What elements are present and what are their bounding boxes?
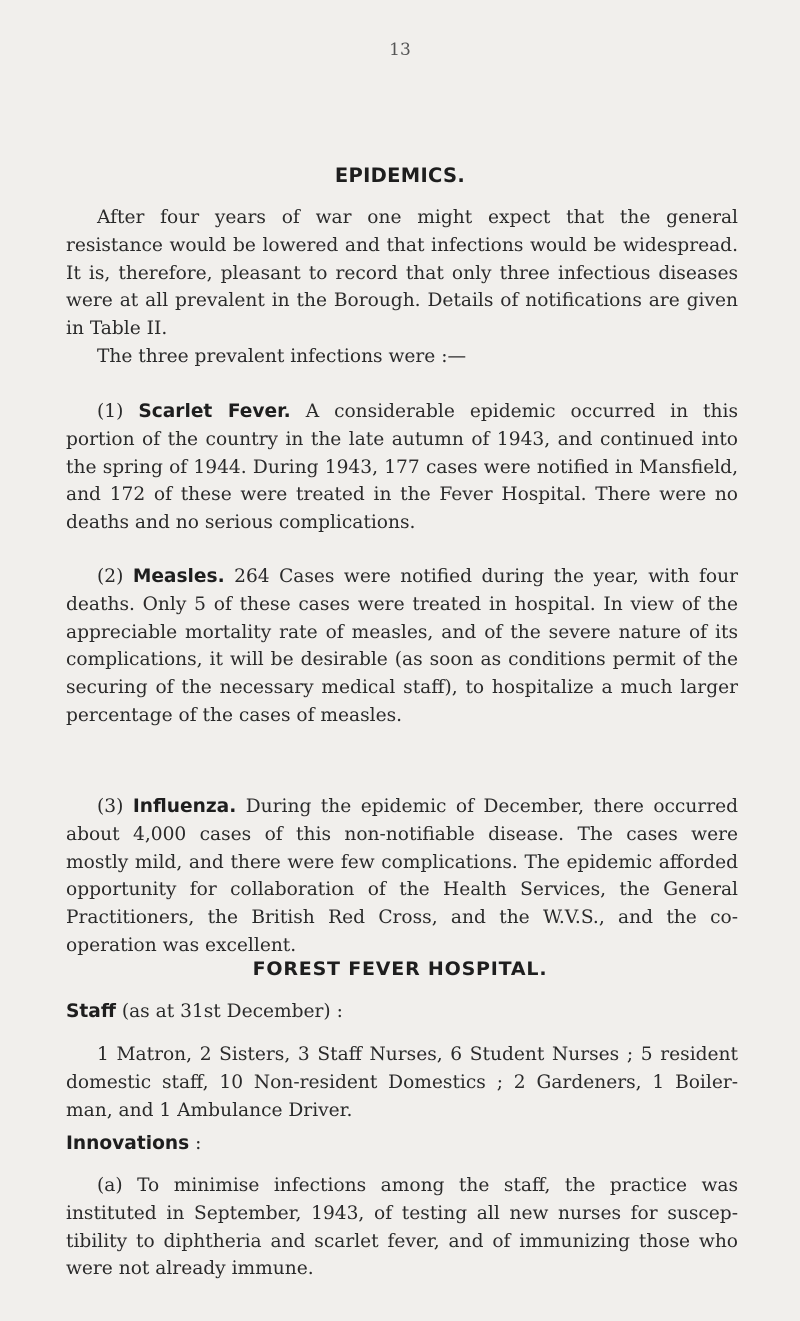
staff-paragraph: 1 Matron, 2 Sisters, 3 Staff Nurses, 6 Student Nurses ; 5 resident domestic staff, 10 Non-resident Domestics ; 2 Gardeners, 1 Boiler-man, and 1 Ambulance Driver.	[66, 1044, 738, 1121]
scarlet-fever-text: A considerable epidemic occurred in this portion of the country in the late autumn of 1943, and continued into the spring of 1944. During 1943, 177 cases were notified in Mansfield, and 172 of these were treated in the Fever Hospital. There were no deaths and no serious complications.	[66, 401, 738, 534]
epidemics-heading: EPIDEMICS.	[334, 164, 466, 187]
item-number: (1)	[97, 401, 124, 422]
epidemics-intro-paragraph: After four years of war one might expect that the general resistance would be lowered and that infections would be widespread. It is, therefore, pleasant to record that only three infectious diseases were at all prevalent in the Borough. Details of notifications are given in Table II.	[66, 207, 738, 340]
measles-text: 264 Cases were notified during the year, with four deaths. Only 5 of these cases were treated in hospital. In view of the appreciable mortality rate of measles, and of the severe nature of its complications, it will be desirable (as soon as conditions permit of the securing of the necessary medical staff), to hospitalize a much larger percentage of the cases of measles.	[66, 566, 738, 726]
influenza-paragraph	[66, 793, 738, 960]
innovations-suffix: :	[195, 1133, 202, 1154]
item-marker: (a)	[97, 1175, 123, 1196]
page-number: 13	[389, 40, 411, 60]
innovations-subheading	[66, 1133, 201, 1154]
scarlet-fever-paragraph	[66, 398, 738, 537]
measles-label: Measles.	[132, 566, 225, 587]
influenza-text: During the epidemic of December, there occurred about 4,000 cases of this non-notifiable disease. The cases were mostly mild, and there were few complications. The epidemic afforded opportunity for collaboration of the Health Services, the General Practitioners, the British Red Cross, and the W.V.S., and the co-operation was excellent.	[66, 796, 738, 956]
hospital-heading: FOREST FEVER HOSPITAL.	[252, 958, 548, 980]
staff-label: Staff	[66, 1001, 116, 1022]
item-number: (3)	[97, 796, 124, 817]
innovation-a-text: To minimise infections among the staff, the practice was instituted in September, 1943, of testing all new nurses for suscep-tibility to diphtheria and scarlet fever, and of immunizing those who were not already immune.	[66, 1175, 738, 1280]
influenza-label: Influenza.	[132, 796, 237, 817]
innovations-label: Innovations	[66, 1133, 190, 1154]
innovation-a-paragraph	[66, 1172, 738, 1283]
staff-suffix: (as at 31st December) :	[121, 1001, 343, 1022]
staff-subheading	[66, 1001, 343, 1022]
scarlet-fever-label: Scarlet Fever.	[138, 401, 291, 422]
item-number: (2)	[97, 566, 124, 587]
infections-lead-in: The three prevalent infections were :—	[97, 346, 467, 367]
measles-paragraph	[66, 563, 738, 730]
